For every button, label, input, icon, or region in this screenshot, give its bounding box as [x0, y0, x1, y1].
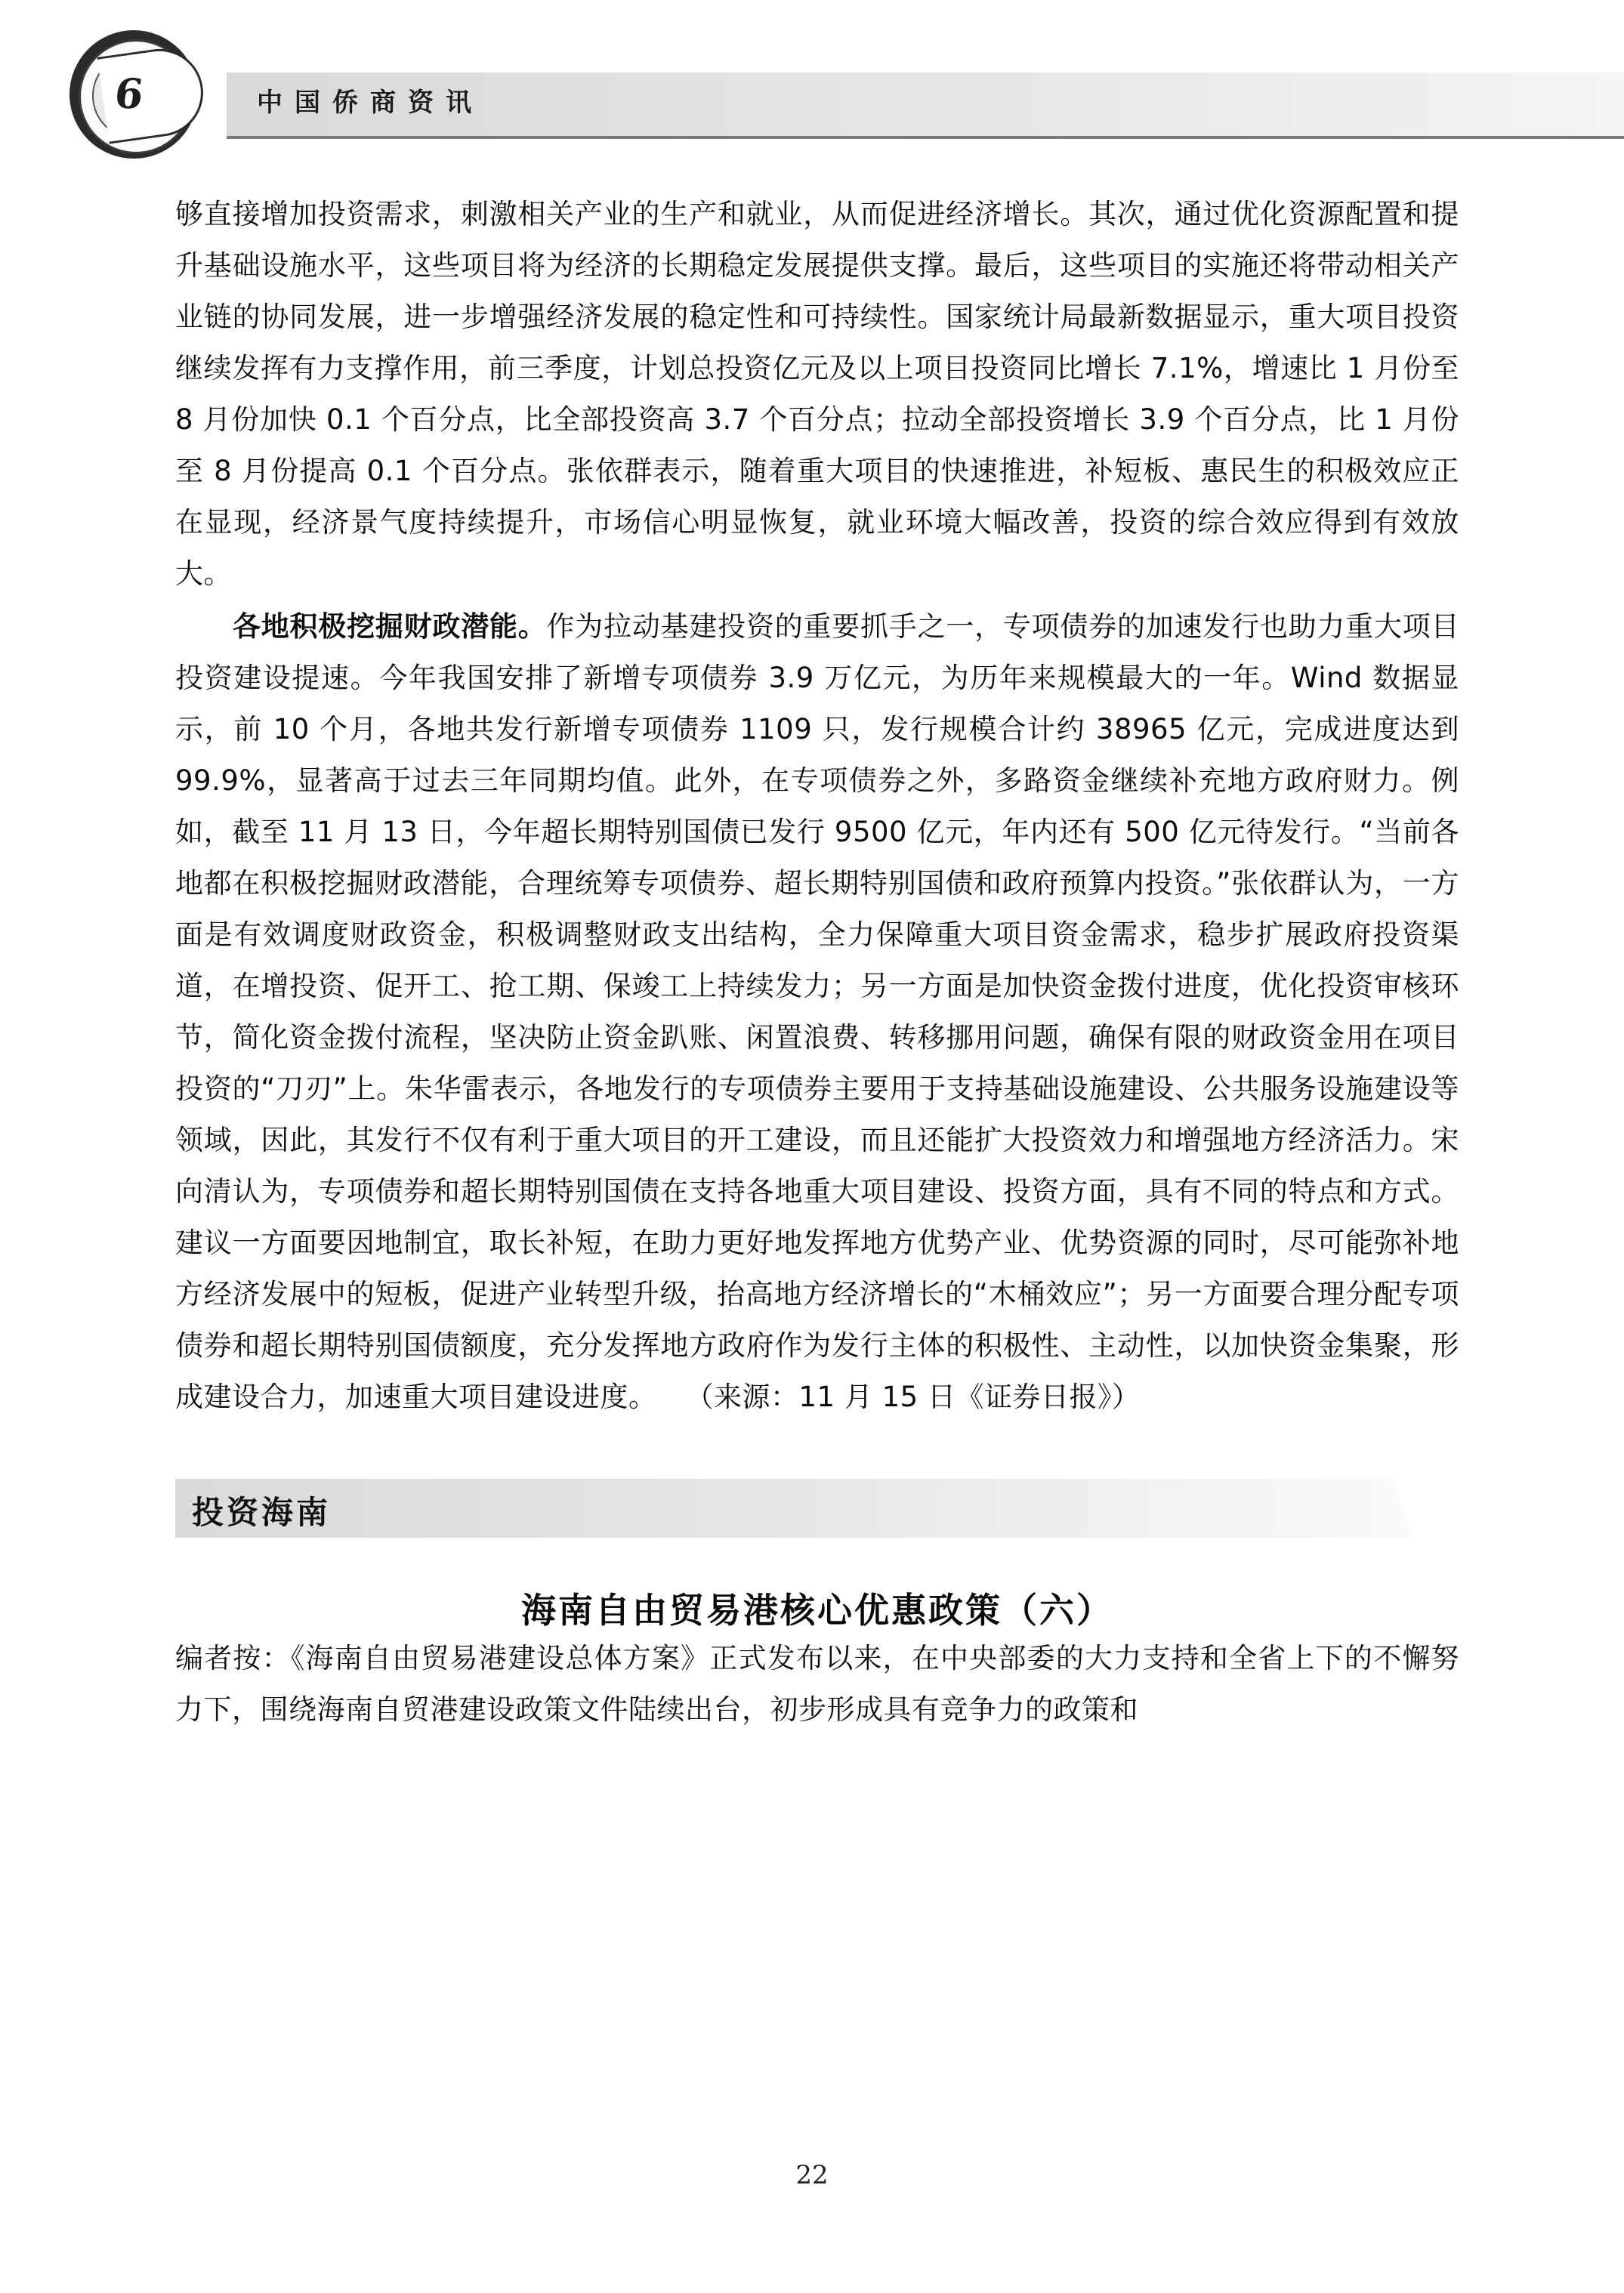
logo-monogram: 6 [112, 69, 146, 118]
logo-swoosh [97, 43, 209, 144]
magazine-title: 中国侨商资讯 [257, 88, 483, 118]
header-rule [227, 136, 1624, 139]
chamber-logo-icon [59, 23, 221, 159]
page-header [0, 0, 1624, 174]
paragraph-2-lead: 各地积极挖掘财政潜能。 [233, 610, 547, 643]
editor-note: 编者按：《海南自由贸易港建设总体方案》正式发布以来，在中央部委的大力支持和全省上下的不懈努力下，围绕海南自贸港建设政策文件陆续出台，初步形成具有竞争力的政策和 [175, 1642, 1459, 1726]
page-number: 22 [795, 2160, 829, 2190]
paragraph-2 [175, 601, 1459, 1423]
section-banner-notch [1393, 1479, 1414, 1538]
paragraph-1: 够直接增加投资需求，刺激相关产业的生产和就业，从而促进经济增长。其次，通过优化资源配置和提升基础设施水平，这些项目将为经济的长期稳定发展提供支撑。最后，这些项目的实施还将带动相关产业链的协同发展，进一步增强经济发展的稳定性和可持续性。国家统计局最新数据显示，重大项目投资继续发挥有力支撑作用，前三季度，计划总投资亿元及以上项目投资同比增长 7.1%，增速比 1 月份至 8 月份加快 0.1 个百分点，比全部投资高 3.7 个百分点；拉动全部投资增长 3.9 个百分点，比 1 月份至 8 月份提高 0.1 个百分点。张依群表示，随着重大项目的快速推进，补短板、惠民生的积极效应正在显现，经济景气度持续提升，市场信心明显恢复，就业环境大幅改善，投资的综合效应得到有效放大。 [175, 198, 1459, 590]
paragraph-2-rest: 作为拉动基建投资的重要抓手之一，专项债券的加速发行也助力重大项目投资建设提速。今年我国安排了新增专项债券 3.9 万亿元，为历年来规模最大的一年。Wind 数据显示，前 10 个月，各地共发行新增专项债券 1109 只，发行规模合计约 38965 亿元，完成进度达到 99.9%，显著高于过去三年同期均值。此外，在专项债券之外，多路资金继续补充地方政府财力。例如，截至 11 月 13 日，今年超长期特别国债已发行 9500 亿元，年内还有 500 亿元待发行。“当前各地都在积极挖掘财政潜能，合理统筹专项债券、超长期特别国债和政府预算内投资。”张依群认为，一方面是有效调度财政资金，积极调整财政支出结构，全力保障重大项目资金需求，稳步扩展政府投资渠道，在增投资、促开工、抢工期、保竣工上持续发力；另一方面是加快资金拨付进度，优化投资审核环节，简化资金拨付流程，坚决防止资金趴账、闲置浪费、转移挪用问题，确保有限的财政资金用在项目投资的“刀刃”上。朱华雷表示，各地发行的专项债券主要用于支持基础设施建设、公共服务设施建设等领域，因此，其发行不仅有利于重大项目的开工建设，而且还能扩大投资效力和增强地方经济活力。宋向清认为，专项债券和超长期特别国债在支持各地重大项目建设、投资方面，具有不同的特点和方式。建议一方面要因地制宜，取长补短，在助力更好地发挥地方优势产业、优势资源的同时，尽可能弥补地方经济发展中的短板，促进产业转型升级，抬高地方经济增长的“木桶效应”；另一方面要合理分配专项债券和超长期特别国债额度，充分发挥地方政府作为发行主体的积极性、主动性，以加快资金集聚，形成建设合力，加速重大项目建设进度。 （来源：11 月 15 日《证券日报》） [175, 610, 1460, 1413]
article-body [175, 189, 1459, 1737]
section-banner [175, 1479, 1414, 1538]
article-title: 海南自由贸易港核心优惠政策（六） [521, 1590, 1113, 1631]
section-banner-label: 投资海南 [192, 1494, 332, 1531]
